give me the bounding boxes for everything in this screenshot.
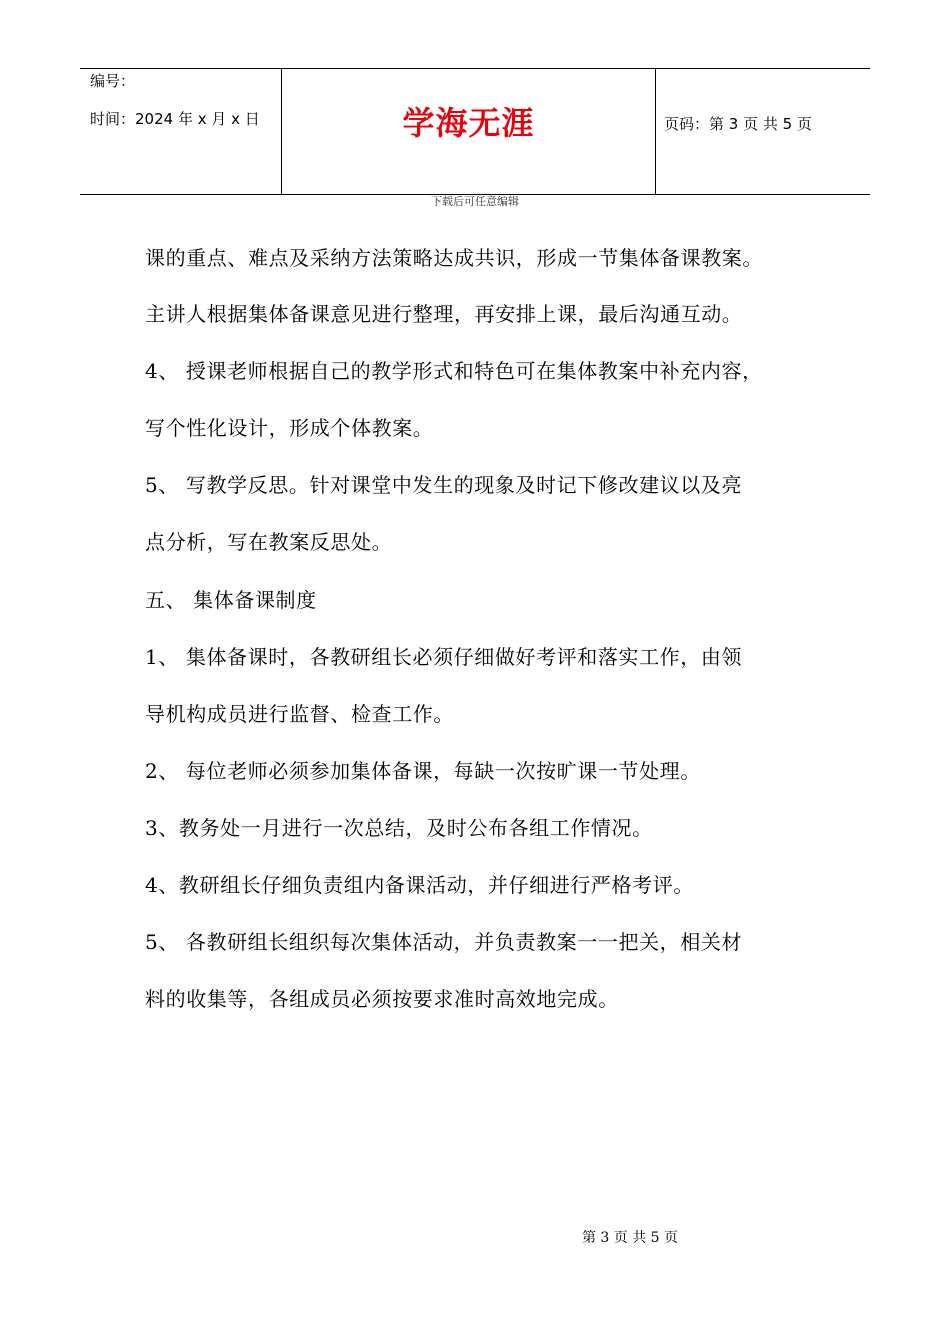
editable-note: 下载后可任意编辑 — [431, 195, 519, 208]
body-line: 导机构成员进行监督、检查工作。 — [145, 702, 454, 726]
header-table — [80, 68, 870, 195]
body-line: 课的重点、难点及采纳方法策略达成共识，形成一节集体备课教案。 — [145, 246, 763, 270]
body-line: 4、 授课老师根据自己的教学形式和特色可在集体教案中补充内容， — [145, 359, 763, 383]
page-footer: 第 3 页 共 5 页 — [581, 1230, 679, 1246]
doc-number-label: 编号： — [90, 72, 136, 90]
body-line: 主讲人根据集体备课意见进行整理，再安排上课，最后沟通互动。 — [145, 302, 743, 326]
brand-title: 学海无涯 — [402, 104, 535, 142]
body-line: 写个性化设计，形成个体教案。 — [145, 416, 434, 440]
body-line: 4、教研组长仔细负责组内备课活动，并仔细进行严格考评。 — [145, 873, 694, 897]
body-line: 5、 写教学反思。针对课堂中发生的现象及时记下修改建议以及亮 — [145, 473, 743, 497]
body-line: 点分析，写在教案反思处。 — [145, 530, 393, 554]
body-line: 1、 集体备课时，各教研组长必须仔细做好考评和落实工作，由领 — [145, 645, 743, 669]
body-line: 3、教务处一月进行一次总结，及时公布各组工作情况。 — [145, 816, 653, 840]
section-heading: 五、 集体备课制度 — [145, 588, 317, 612]
body-line: 料的收集等，各组成员必须按要求准时高效地完成。 — [145, 987, 619, 1011]
body-line: 2、 每位老师必须参加集体备课，每缺一次按旷课一节处理。 — [145, 759, 701, 783]
page-label: 页码：第 3 页 共 5 页 — [664, 115, 812, 133]
date-label: 时间：2024 年 x 月 x 日 — [90, 110, 260, 128]
body-line: 5、 各教研组长组织每次集体活动，并负责教案一一把关，相关材 — [145, 930, 743, 954]
